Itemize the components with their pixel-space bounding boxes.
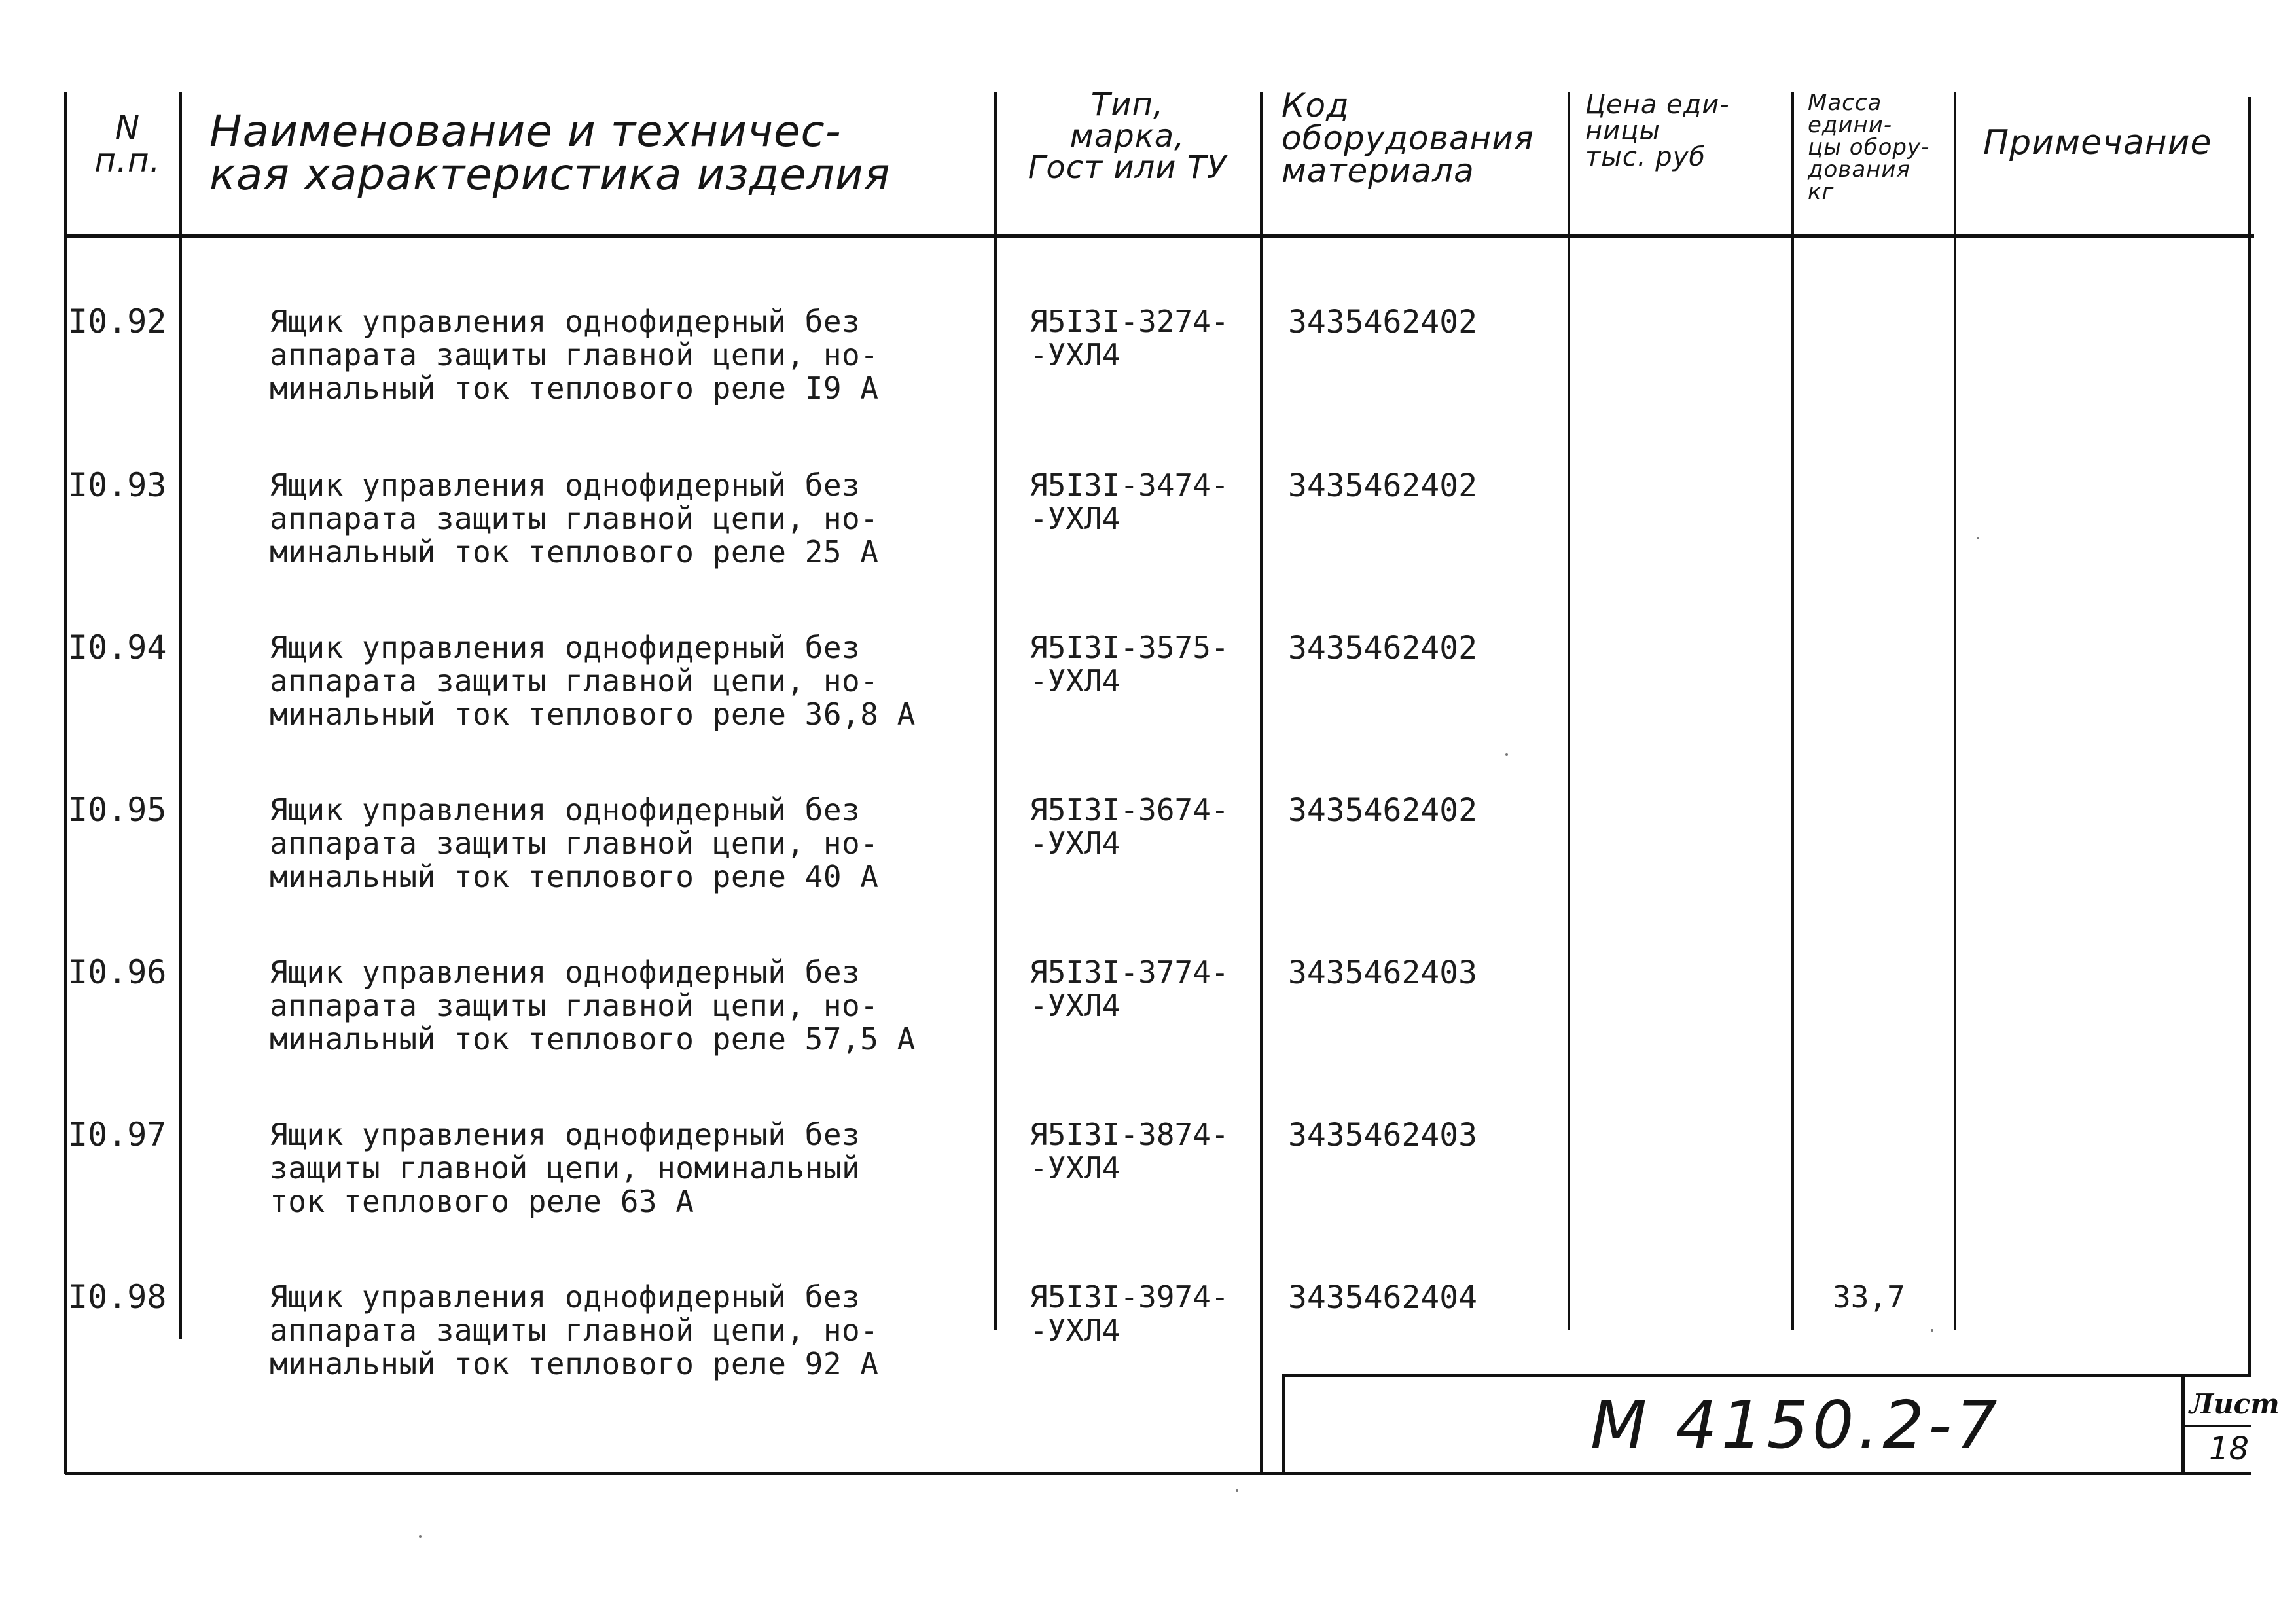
row-number: I0.93 bbox=[68, 466, 167, 504]
header-number: N п.п. bbox=[94, 109, 161, 179]
row-description: Ящик управления однофидерный без защиты главной цепи, номинальный ток теплового реле 63 А bbox=[270, 1117, 861, 1219]
scan-speck bbox=[419, 1535, 422, 1538]
scan-speck bbox=[1236, 1489, 1238, 1492]
header-mass: Масса едини- цы обору- дования кг bbox=[1808, 90, 1930, 205]
row-mark: Я5I3I-3575- -УХЛ4 bbox=[1030, 630, 1229, 699]
row-code: 3435462402 bbox=[1288, 630, 1477, 666]
column-rule-code bbox=[1568, 92, 1570, 1330]
scan-speck bbox=[1931, 1329, 1933, 1332]
column-rule-number bbox=[179, 92, 182, 1339]
document-code: М 4150.2-7 bbox=[1590, 1387, 2001, 1463]
scan-speck bbox=[1505, 753, 1508, 756]
row-mark: Я5I3I-3274- -УХЛ4 bbox=[1030, 304, 1229, 373]
row-description: Ящик управления однофидерный без аппарата защиты главной цепи, но- минальный ток теплового реле 57,5 А bbox=[270, 955, 916, 1057]
title-block-left-rule bbox=[1282, 1374, 1285, 1474]
row-code: 3435462404 bbox=[1288, 1279, 1477, 1316]
row-description: Ящик управления однофидерный без аппарата защиты главной цепи, но- минальный ток теплового реле I9 А bbox=[270, 304, 879, 406]
row-number: I0.98 bbox=[68, 1278, 167, 1316]
row-code: 3435462402 bbox=[1288, 792, 1477, 829]
column-rule-mass bbox=[1954, 92, 1956, 1330]
header-code: Код оборудования материала bbox=[1282, 86, 1534, 190]
row-code: 3435462402 bbox=[1288, 467, 1477, 504]
row-description: Ящик управления однофидерный без аппарата защиты главной цепи, но- минальный ток теплового реле 40 А bbox=[270, 792, 879, 894]
row-code: 3435462402 bbox=[1288, 304, 1477, 340]
row-description: Ящик управления однофидерный без аппарата защиты главной цепи, но- минальный ток теплового реле 25 А bbox=[270, 467, 879, 570]
column-rule-type bbox=[1260, 92, 1263, 1474]
row-code: 3435462403 bbox=[1288, 1117, 1477, 1154]
scan-speck bbox=[1977, 537, 1979, 539]
header-bottom-rule bbox=[65, 234, 2254, 238]
sheet-label: Лист bbox=[2189, 1388, 2280, 1420]
header-note: Примечание bbox=[1983, 123, 2212, 162]
row-number: I0.96 bbox=[68, 953, 167, 991]
header-price: Цена еди- ницы тыс. руб bbox=[1585, 90, 1730, 172]
row-number: I0.95 bbox=[68, 791, 167, 829]
row-mark: Я5I3I-3874- -УХЛ4 bbox=[1030, 1117, 1229, 1186]
column-rule-right bbox=[2248, 97, 2251, 1374]
row-mark: Я5I3I-3474- -УХЛ4 bbox=[1030, 467, 1229, 536]
row-description: Ящик управления однофидерный без аппарата защиты главной цепи, но- минальный ток теплового реле 92 А bbox=[270, 1279, 879, 1381]
row-mark: Я5I3I-3674- -УХЛ4 bbox=[1030, 792, 1229, 861]
header-type: Тип, марка, Гост или ТУ bbox=[1028, 86, 1227, 186]
title-block-sheet-rule bbox=[2181, 1374, 2185, 1474]
column-rule-price bbox=[1791, 92, 1794, 1330]
title-block-top-rule bbox=[1283, 1374, 2251, 1377]
row-number: I0.97 bbox=[68, 1116, 167, 1154]
sheet-number: 18 bbox=[2209, 1431, 2250, 1467]
row-description: Ящик управления однофидерный без аппарата защиты главной цепи, но- минальный ток теплового реле 36,8 А bbox=[270, 630, 916, 732]
row-mark: Я5I3I-3774- -УХЛ4 bbox=[1030, 955, 1229, 1023]
sheet-bottom-rule bbox=[65, 1472, 2251, 1475]
row-number: I0.94 bbox=[68, 629, 167, 666]
title-block-sheet-divider bbox=[2183, 1425, 2251, 1427]
header-name: Наименование и техничес- кая характеристика изделия bbox=[209, 106, 891, 200]
row-number: I0.92 bbox=[68, 302, 167, 340]
row-code: 3435462403 bbox=[1288, 955, 1477, 991]
column-rule-name bbox=[994, 92, 997, 1330]
row-mass: 33,7 bbox=[1833, 1279, 1905, 1315]
column-rule-left bbox=[64, 92, 67, 1474]
row-mark: Я5I3I-3974- -УХЛ4 bbox=[1030, 1279, 1229, 1348]
